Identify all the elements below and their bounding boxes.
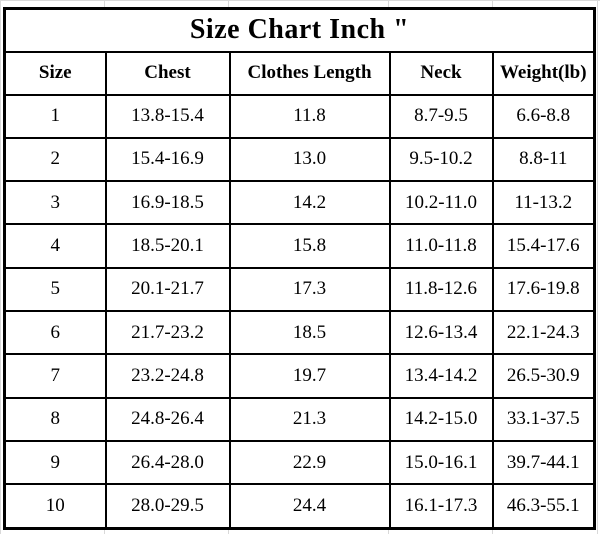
table-cell: 28.0-29.5 (106, 484, 230, 528)
table-cell: 24.4 (230, 484, 390, 528)
table-row (5, 95, 595, 138)
table-cell: 8 (5, 398, 106, 441)
table-cell: 26.4-28.0 (106, 441, 230, 484)
table-cell: 1 (5, 95, 106, 138)
table-cell: 3 (5, 181, 106, 224)
table-cell: 2 (5, 138, 106, 181)
table-cell: 11-13.2 (493, 181, 595, 224)
table-cell: 21.3 (230, 398, 390, 441)
table-cell: 23.2-24.8 (106, 354, 230, 397)
table-cell: 22.1-24.3 (493, 311, 595, 354)
grid-line (0, 0, 1, 534)
table-cell: 7 (5, 354, 106, 397)
table-cell: 10 (5, 484, 106, 528)
grid-line (0, 0, 600, 1)
table-cell: 15.8 (230, 224, 390, 267)
table-row (5, 224, 595, 267)
table-cell: 10.2-11.0 (390, 181, 493, 224)
table-row (5, 398, 595, 441)
table-cell: 17.6-19.8 (493, 268, 595, 311)
table-cell: 12.6-13.4 (390, 311, 493, 354)
table-cell: 11.8 (230, 95, 390, 138)
table-cell: 9.5-10.2 (390, 138, 493, 181)
table-cell: 15.4-17.6 (493, 224, 595, 267)
column-header-clothes-length: Clothes Length (230, 52, 390, 95)
table-row (5, 181, 595, 224)
table-cell: 13.0 (230, 138, 390, 181)
table-cell: 14.2-15.0 (390, 398, 493, 441)
table-cell: 14.2 (230, 181, 390, 224)
table-cell: 33.1-37.5 (493, 398, 595, 441)
table-cell: 15.4-16.9 (106, 138, 230, 181)
table-cell: 8.7-9.5 (390, 95, 493, 138)
table-cell: 18.5 (230, 311, 390, 354)
table-cell: 15.0-16.1 (390, 441, 493, 484)
table-row (5, 354, 595, 397)
table-cell: 9 (5, 441, 106, 484)
table-row (5, 268, 595, 311)
table-cell: 11.0-11.8 (390, 224, 493, 267)
table-cell: 19.7 (230, 354, 390, 397)
table-cell: 21.7-23.2 (106, 311, 230, 354)
table-cell: 18.5-20.1 (106, 224, 230, 267)
table-cell: 39.7-44.1 (493, 441, 595, 484)
table-cell: 8.8-11 (493, 138, 595, 181)
table-row (5, 484, 595, 528)
table-cell: 6 (5, 311, 106, 354)
table-cell: 13.4-14.2 (390, 354, 493, 397)
table-cell: 16.9-18.5 (106, 181, 230, 224)
table-cell: 6.6-8.8 (493, 95, 595, 138)
table-cell: 20.1-21.7 (106, 268, 230, 311)
table-cell: 26.5-30.9 (493, 354, 595, 397)
column-header-neck: Neck (390, 52, 493, 95)
table-cell: 24.8-26.4 (106, 398, 230, 441)
table-cell: 4 (5, 224, 106, 267)
chart-title: Size Chart Inch " (5, 9, 595, 52)
grid-line (597, 0, 598, 534)
column-header-chest: Chest (106, 52, 230, 95)
table-cell: 13.8-15.4 (106, 95, 230, 138)
table-cell: 46.3-55.1 (493, 484, 595, 528)
table-cell: 11.8-12.6 (390, 268, 493, 311)
table-cell: 16.1-17.3 (390, 484, 493, 528)
table-cell: 17.3 (230, 268, 390, 311)
column-header-size: Size (5, 52, 106, 95)
title-row (5, 9, 595, 52)
table-cell: 22.9 (230, 441, 390, 484)
table-row (5, 441, 595, 484)
header-row (5, 52, 595, 95)
table-cell: 5 (5, 268, 106, 311)
column-header-weight-lb-: Weight(lb) (493, 52, 595, 95)
table-row (5, 311, 595, 354)
size-chart-table (3, 7, 596, 530)
table-row (5, 138, 595, 181)
